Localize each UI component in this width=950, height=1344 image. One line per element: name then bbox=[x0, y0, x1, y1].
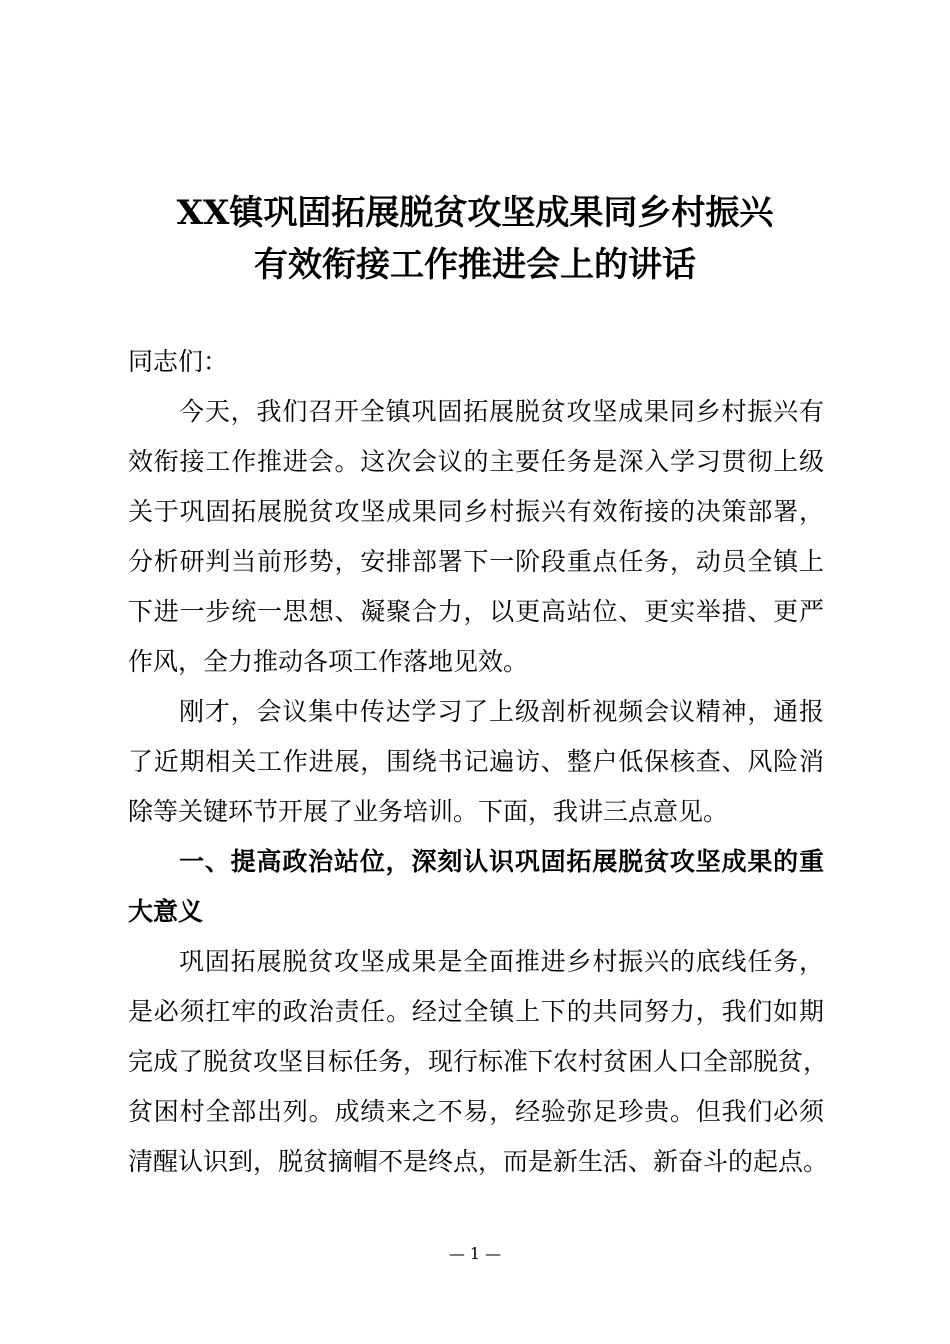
salutation: 同志们： bbox=[128, 347, 229, 376]
text-line: 作风，全力推动各项工作落地见效。 bbox=[128, 647, 529, 676]
text-line: 关于巩固拓展脱贫攻坚成果同乡村振兴有效衔接的决策部署， bbox=[128, 497, 824, 526]
document-body bbox=[128, 337, 829, 1187]
text-line: 了近期相关工作进展，围绕书记遍访、整户低保核查、风险消 bbox=[128, 747, 824, 776]
title-line-2: 有效衔接工作推进会上的讲话 bbox=[254, 245, 696, 285]
heading-line: 大意义 bbox=[128, 897, 204, 926]
heading-line: 一、提高政治站位，深刻认识巩固拓展脱贫攻坚成果的重 bbox=[179, 847, 824, 876]
text-line: 巩固拓展脱贫攻坚成果是全面推进乡村振兴的底线任务， bbox=[179, 947, 824, 976]
text-line: 刚才，会议集中传达学习了上级剖析视频会议精神，通报 bbox=[179, 697, 824, 726]
text-line: 是必须扛牢的政治责任。经过全镇上下的共同努力，我们如期 bbox=[128, 997, 824, 1026]
text-line: 下进一步统一思想、凝聚合力，以更高站位、更实举措、更严 bbox=[128, 597, 824, 626]
paragraph-summary bbox=[128, 687, 824, 837]
document-title bbox=[0, 187, 950, 291]
title-line-1: XX镇巩固拓展脱贫攻坚成果同乡村振兴 bbox=[176, 193, 774, 233]
text-line: 贫困村全部出列。成绩来之不易，经验弥足珍贵。但我们必须 bbox=[128, 1097, 824, 1126]
page-number: — 1 — bbox=[448, 1244, 502, 1263]
text-line: 今天，我们召开全镇巩固拓展脱贫攻坚成果同乡村振兴有 bbox=[179, 397, 824, 426]
text-line: 完成了脱贫攻坚目标任务，现行标准下农村贫困人口全部脱贫， bbox=[128, 1047, 829, 1076]
text-line: 清醒认识到，脱贫摘帽不是终点，而是新生活、新奋斗的起点。 bbox=[128, 1147, 829, 1176]
section-heading-1 bbox=[128, 837, 824, 937]
text-line: 分析研判当前形势，安排部署下一阶段重点任务，动员全镇上 bbox=[128, 547, 824, 576]
paragraph-section-1 bbox=[128, 937, 829, 1187]
paragraph-opening bbox=[128, 387, 824, 687]
text-line: 除等关键环节开展了业务培训。下面，我讲三点意见。 bbox=[128, 797, 729, 826]
text-line: 效衔接工作推进会。这次会议的主要任务是深入学习贯彻上级 bbox=[128, 447, 824, 476]
